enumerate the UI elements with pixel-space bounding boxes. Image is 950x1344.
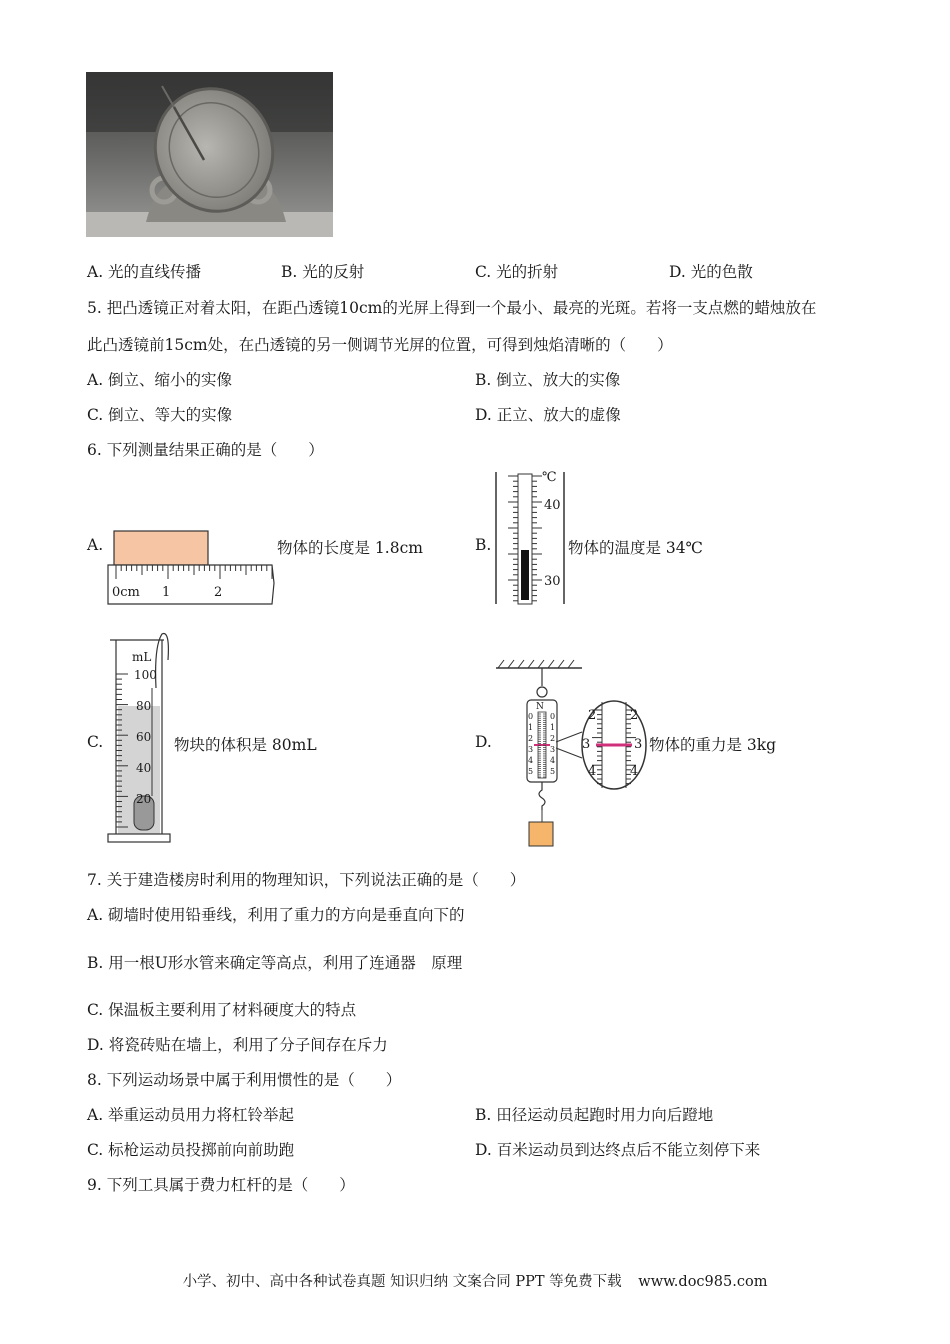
scale-right-4: 4 bbox=[550, 756, 556, 765]
q6-b-caption: 物体的温度是 34℃ bbox=[568, 539, 703, 557]
zoom-left-3: 3 bbox=[582, 737, 591, 752]
scale-left-1: 1 bbox=[528, 723, 534, 732]
spring-scale-figure bbox=[494, 658, 648, 848]
q4-option-c: C. 光的折射 bbox=[475, 263, 559, 281]
q7-option-d: D. 将瓷砖贴在墙上，利用了分子间存在斥力 bbox=[87, 1036, 388, 1054]
q4-option-a: A. 光的直线传播 bbox=[87, 263, 202, 281]
q8-option-b: B. 田径运动员起跑时用力向后蹬地 bbox=[475, 1106, 714, 1124]
q8-option-d: D. 百米运动员到达终点后不能立刻停下来 bbox=[475, 1141, 761, 1159]
ruler-figure bbox=[106, 528, 276, 606]
cylinder-label-40: 40 bbox=[136, 761, 152, 775]
q6-stem: 6. 下列测量结果正确的是（ ） bbox=[87, 441, 324, 459]
footer-site[interactable]: www.doc985.com bbox=[638, 1274, 768, 1290]
cylinder-label-20: 20 bbox=[136, 792, 152, 806]
q6-d-caption: 物体的重力是 3kg bbox=[649, 736, 777, 754]
q6-a-letter: A. bbox=[87, 536, 104, 554]
page-footer bbox=[0, 1270, 950, 1291]
q6-a-caption: 物体的长度是 1.8cm bbox=[277, 539, 423, 557]
q8-option-c: C. 标枪运动员投掷前向前助跑 bbox=[87, 1141, 295, 1159]
thermometer-label-40: 40 bbox=[544, 498, 561, 513]
cylinder-label-60: 60 bbox=[136, 730, 152, 744]
scale-left-2: 2 bbox=[528, 734, 534, 743]
scale-unit: N bbox=[536, 702, 544, 712]
q5-option-a: A. 倒立、缩小的实像 bbox=[87, 371, 233, 389]
footer-text: 小学、初中、高中各种试卷真题 知识归纳 文案合同 PPT 等免费下载 bbox=[182, 1274, 622, 1290]
scale-right-2: 2 bbox=[550, 734, 556, 743]
q5-stem-line1: 5. 把凸透镜正对着太阳，在距凸透镜10cm的光屏上得到一个最小、最亮的光斑。若将一支点燃的蜡烛放在 bbox=[87, 299, 817, 317]
cylinder-label-100: 100 bbox=[134, 668, 157, 682]
q5-option-b: B. 倒立、放大的实像 bbox=[475, 371, 621, 389]
scale-right-0: 0 bbox=[550, 712, 556, 721]
q5-option-c: C. 倒立、等大的实像 bbox=[87, 406, 233, 424]
zoom-right-3: 3 bbox=[634, 737, 643, 752]
q6-b-letter: B. bbox=[475, 536, 492, 554]
zoom-left-2: 2 bbox=[588, 708, 597, 723]
q6-d-letter: D. bbox=[475, 733, 492, 751]
q6-c-caption: 物块的体积是 80mL bbox=[174, 736, 317, 754]
q8-stem: 8. 下列运动场景中属于利用惯性的是（ ） bbox=[87, 1071, 402, 1089]
q8-option-a: A. 举重运动员用力将杠铃举起 bbox=[87, 1106, 295, 1124]
scale-right-3: 3 bbox=[550, 745, 556, 754]
q7-option-b: B. 用一根U形水管来确定等高点，利用了连通器 原理 bbox=[87, 954, 463, 972]
scale-left-0: 0 bbox=[528, 712, 534, 721]
q7-option-a: A. 砌墙时使用铅垂线，利用了重力的方向是垂直向下的 bbox=[87, 906, 465, 924]
thermometer-unit: ℃ bbox=[542, 470, 557, 485]
scale-left-4: 4 bbox=[528, 756, 534, 765]
scale-left-5: 5 bbox=[528, 767, 534, 776]
q6-c-letter: C. bbox=[87, 733, 104, 751]
q7-option-c: C. 保温板主要利用了材料硬度大的特点 bbox=[87, 1001, 357, 1019]
q5-option-d: D. 正立、放大的虚像 bbox=[475, 406, 621, 424]
cylinder-unit: mL bbox=[132, 650, 152, 664]
zoom-right-4: 4 bbox=[630, 764, 639, 779]
cylinder-label-80: 80 bbox=[136, 699, 152, 713]
q7-stem: 7. 关于建造楼房时利用的物理知识，下列说法正确的是（ ） bbox=[87, 871, 526, 889]
q9-stem: 9. 下列工具属于费力杠杆的是（ ） bbox=[87, 1176, 355, 1194]
thermometer-figure bbox=[492, 470, 568, 606]
scale-right-1: 1 bbox=[550, 723, 556, 732]
measuring-cylinder-figure bbox=[106, 628, 172, 846]
zoom-left-4: 4 bbox=[588, 764, 597, 779]
ruler-label-2: 2 bbox=[214, 585, 223, 600]
ruler-label-1: 1 bbox=[162, 585, 171, 600]
scale-left-3: 3 bbox=[528, 745, 534, 754]
thermometer-label-30: 30 bbox=[544, 574, 561, 589]
ruler-label-0: 0cm bbox=[112, 585, 140, 600]
q4-option-d: D. 光的色散 bbox=[669, 263, 753, 281]
q5-stem-line2: 此凸透镜前15cm处，在凸透镜的另一侧调节光屏的位置，可得到烛焰清晰的（ ） bbox=[87, 336, 673, 354]
sundial-photo bbox=[86, 72, 333, 237]
q4-option-b: B. 光的反射 bbox=[281, 263, 365, 281]
scale-right-5: 5 bbox=[550, 767, 556, 776]
zoom-right-2: 2 bbox=[630, 708, 639, 723]
